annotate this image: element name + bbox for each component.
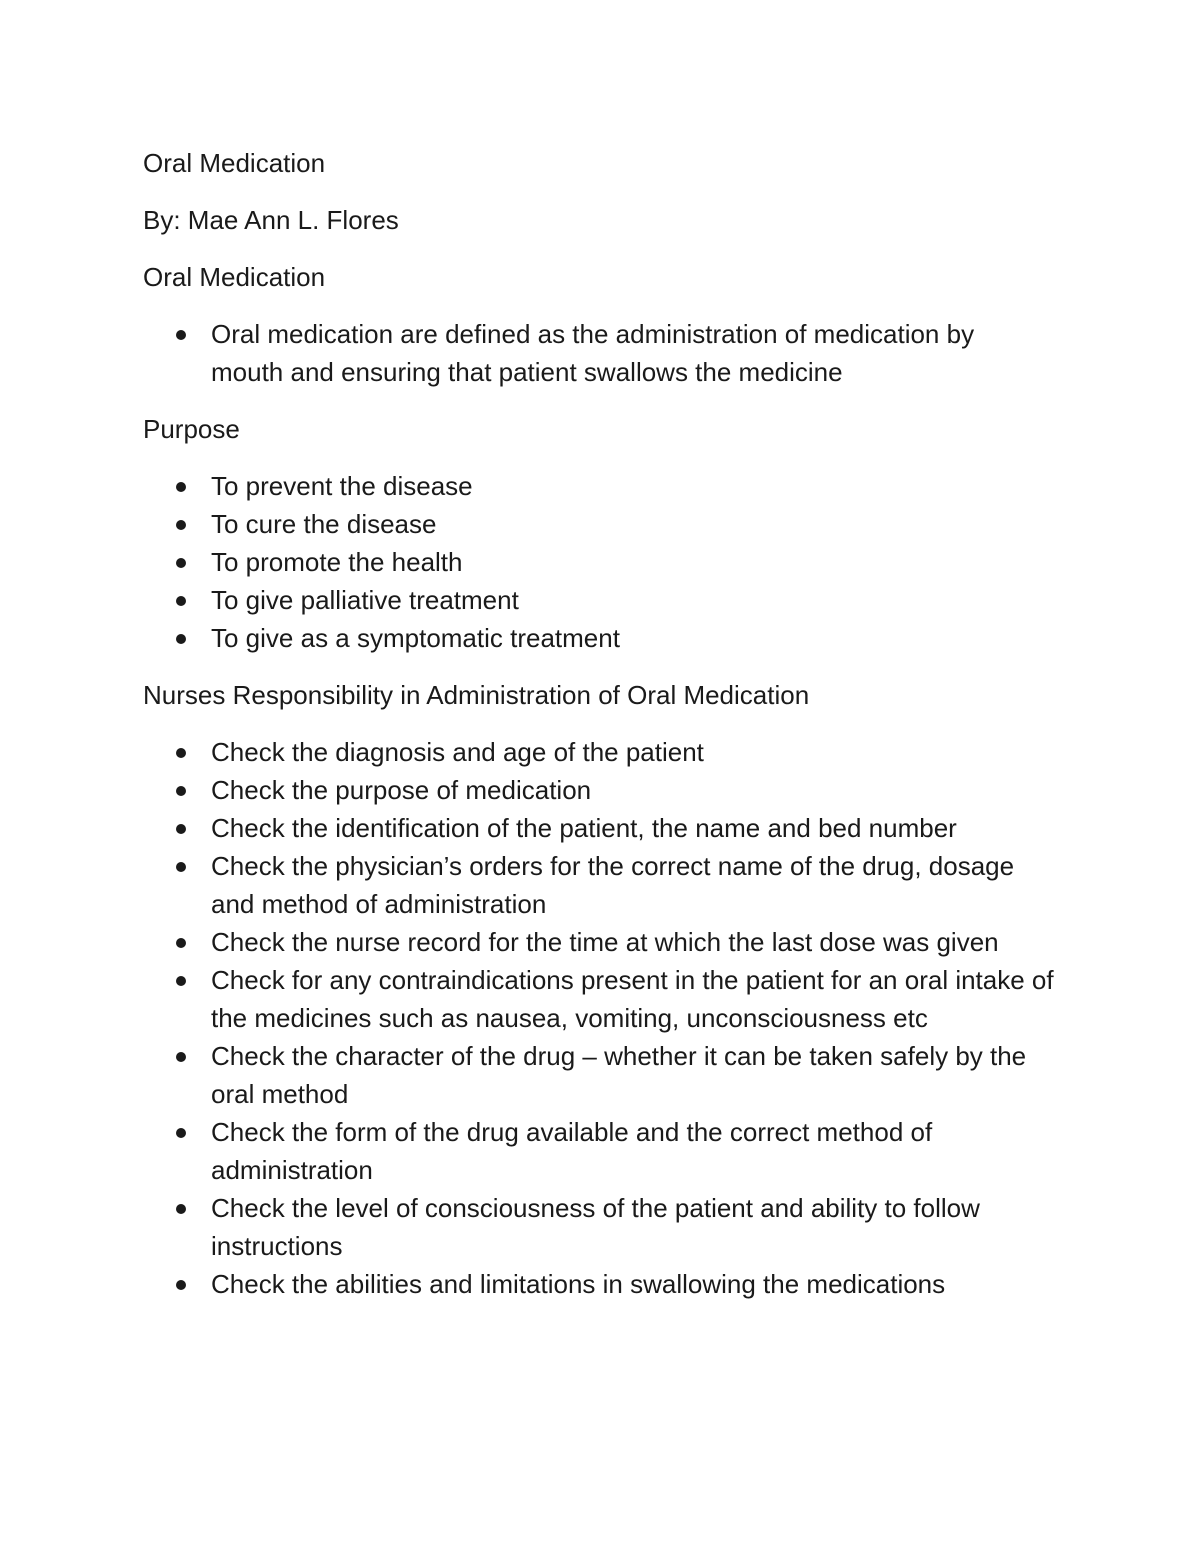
list-item-text: Check the level of consciousness of the patient and ability to follow instructions <box>211 1193 980 1261</box>
list-item-text: To give as a symptomatic treatment <box>211 623 620 653</box>
list-item-text: Check the abilities and limitations in swallowing the medications <box>211 1269 946 1299</box>
list-item-text: Check the purpose of medication <box>211 775 592 805</box>
document-body <box>143 144 1063 1322</box>
bullet-icon <box>176 520 186 530</box>
list-item <box>143 809 1063 847</box>
list-item <box>143 467 1063 505</box>
document-title: Oral Medication <box>143 148 326 178</box>
list-item-text: Oral medication are defined as the administration of medication by mouth and ensuring that patient swallows the medicine <box>211 319 975 387</box>
list-item <box>143 1113 1056 1189</box>
list-item <box>143 619 1063 657</box>
bullet-icon <box>176 558 186 568</box>
bullet-icon <box>176 748 186 758</box>
list-item <box>143 1189 1031 1265</box>
list-item-text: To promote the health <box>211 547 463 577</box>
responsibility-list <box>143 733 1063 1303</box>
bullet-icon <box>176 482 186 492</box>
list-item <box>143 315 1041 391</box>
list-item <box>143 961 1061 1037</box>
bullet-icon <box>176 596 186 606</box>
list-item-text: Check the physician’s orders for the correct name of the drug, dosage and method of administration <box>211 851 1015 919</box>
list-item <box>143 923 1031 961</box>
list-item-text: Check the character of the drug – whether it can be taken safely by the oral method <box>211 1041 1027 1109</box>
bullet-icon <box>176 1204 186 1214</box>
list-item <box>143 733 1063 771</box>
bullet-icon <box>176 1128 186 1138</box>
author-byline: By: Mae Ann L. Flores <box>143 205 399 235</box>
list-item <box>143 543 1063 581</box>
purpose-list <box>143 467 1063 657</box>
list-item <box>143 581 1063 619</box>
list-item-text: Check for any contraindications present in the patient for an oral intake of the medicines such as nausea, vomiting, unconsciousness etc <box>211 965 1054 1033</box>
list-item <box>143 505 1063 543</box>
bullet-icon <box>176 330 186 340</box>
list-item-text: Check the nurse record for the time at which the last dose was given <box>211 927 999 957</box>
list-item <box>143 1037 1056 1113</box>
list-item-text: Check the form of the drug available and the correct method of administration <box>211 1117 933 1185</box>
bullet-icon <box>176 976 186 986</box>
section-heading-purpose: Purpose <box>143 414 240 444</box>
bullet-icon <box>176 634 186 644</box>
list-item-text: To give palliative treatment <box>211 585 519 615</box>
bullet-icon <box>176 862 186 872</box>
list-item <box>143 847 1021 923</box>
list-item <box>143 771 1063 809</box>
bullet-icon <box>176 1280 186 1290</box>
list-item-text: Check the identification of the patient, the name and bed number <box>211 813 957 843</box>
list-item-text: Check the diagnosis and age of the patient <box>211 737 704 767</box>
bullet-icon <box>176 824 186 834</box>
bullet-icon <box>176 786 186 796</box>
list-item-text: To prevent the disease <box>211 471 473 501</box>
list-item-text: To cure the disease <box>211 509 437 539</box>
section-heading-responsibility: Nurses Responsibility in Administration of Oral Medication <box>143 680 810 710</box>
list-item <box>143 1265 1063 1303</box>
bullet-icon <box>176 938 186 948</box>
bullet-icon <box>176 1052 186 1062</box>
definition-list <box>143 315 1063 391</box>
section-heading-definition: Oral Medication <box>143 262 326 292</box>
